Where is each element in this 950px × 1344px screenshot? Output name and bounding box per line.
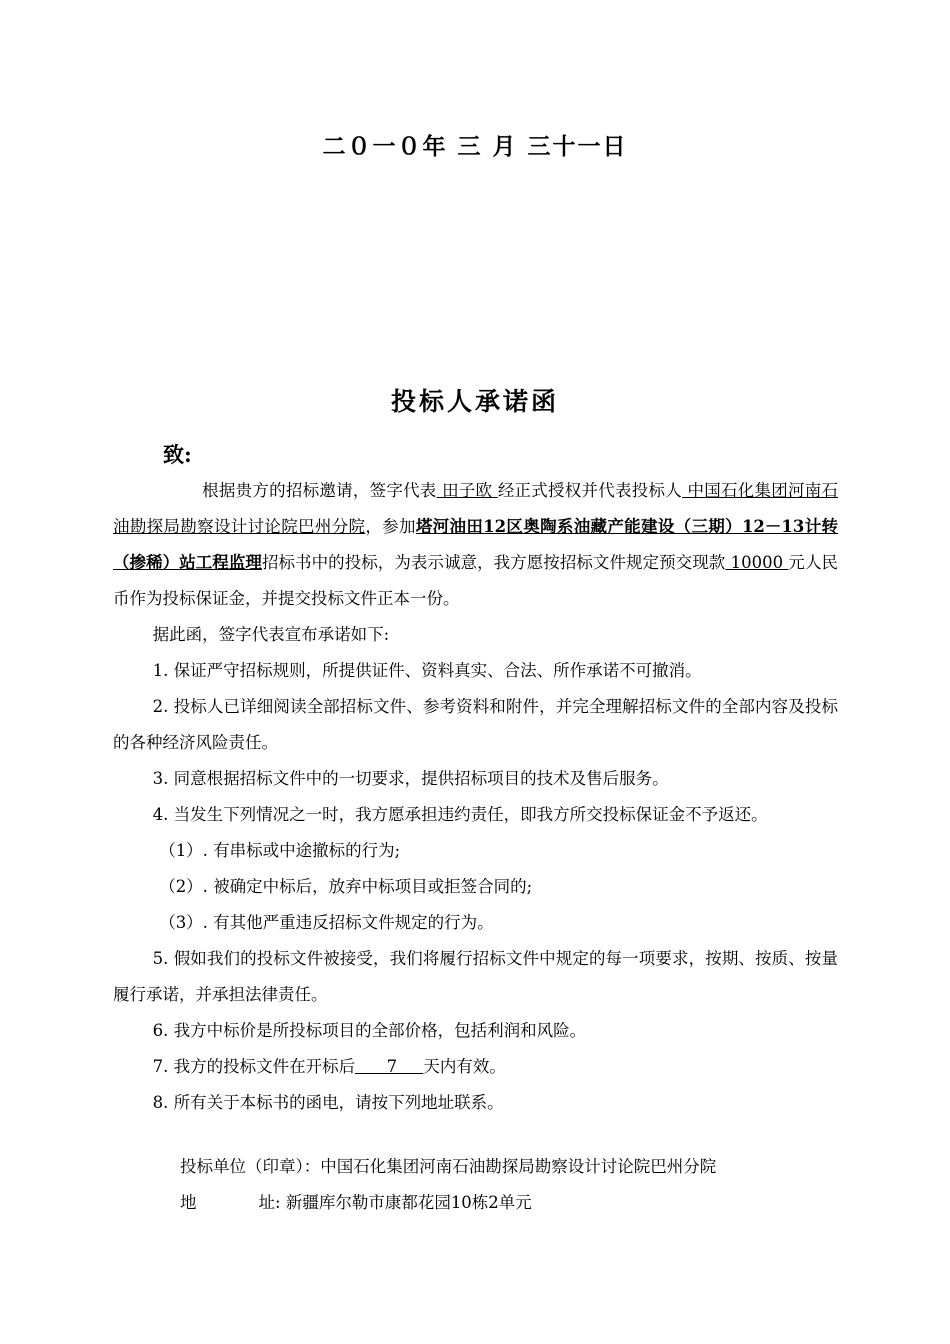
sub-item-2: （2）. 被确定中标后，放弃中标项目或拒签合同的;: [159, 877, 533, 896]
validity-days: 7: [386, 1057, 398, 1076]
deposit-amount: 10000: [730, 553, 784, 572]
intro-text-4: 招标书中的投标，为表示诚意，我方愿按招标文件规定预交现款: [261, 553, 726, 572]
intro-text-2: 经正式授权并代表投标人: [497, 481, 683, 500]
item-4: 4. 当发生下列情况之一时，我方愿承担违约责任，即我方所交投标保证金不予返还。: [152, 805, 768, 824]
sub-item-3: （3）. 有其他严重违反招标文件规定的行为。: [159, 913, 494, 932]
declare-line: 据此函，签字代表宣布承诺如下:: [152, 625, 390, 644]
address-value: 新疆库尔勒市康都花园10栋2单元: [285, 1193, 532, 1212]
item-1: 1. 保证严守招标规则，所提供证件、资料真实、合法、所作承诺不可撤消。: [152, 661, 702, 680]
document-title: 投标人承诺函: [390, 387, 559, 416]
item-7: 7. 我方的投标文件在开标后 7 天内有效。: [152, 1057, 506, 1076]
address-line: [180, 1186, 532, 1220]
letter-body: [113, 473, 838, 1121]
sub-item-1: （1）. 有串标或中途撤标的行为;: [159, 841, 401, 860]
address-label-2: 址:: [258, 1193, 281, 1212]
intro-paragraph: [113, 473, 838, 617]
item-8: 8. 所有关于本标书的函电，请按下列地址联系。: [152, 1093, 504, 1112]
item-6: 6. 我方中标价是所投标项目的全部价格，包括利润和风险。: [152, 1021, 587, 1040]
intro-text-3: ，参加: [365, 517, 416, 536]
address-label-1: 地: [180, 1193, 197, 1212]
signer-name: 田子欧: [442, 481, 493, 500]
salutation: 致:: [163, 442, 192, 467]
document-date: 二０一０年 三 月 三十一日: [322, 133, 628, 160]
intro-text-1: 根据贵方的招标邀请，签字代表: [202, 481, 437, 500]
item-5: 5. 假如我们的投标文件被接受，我们将履行招标文件中规定的每一项要求，按期、按质、按量履行承诺，并承担法律责任。: [113, 949, 838, 1004]
item-2: 2. 投标人已详细阅读全部招标文件、参考资料和附件，并完全理解招标文件的全部内容及投标的各种经济风险责任。: [113, 697, 838, 752]
project-name: 塔河油田12区奥陶系油藏产能建设（三期）12－13计转（掺稀）站工程监理: [113, 517, 839, 572]
unit-label: 投标单位（印章）：: [180, 1157, 321, 1176]
bidder-name: 中国石化集团河南石油勘探局勘察设计讨论院巴州分院: [113, 481, 839, 536]
intro-text-5: 元人民币作为投标保证金，并提交投标文件正本一份。: [113, 553, 839, 608]
item-3: 3. 同意根据招标文件中的一切要求，提供招标项目的技术及售后服务。: [152, 769, 669, 788]
bidder-unit-line: [180, 1150, 716, 1184]
unit-value: 中国石化集团河南石油勘探局勘察设计讨论院巴州分院: [320, 1157, 717, 1176]
